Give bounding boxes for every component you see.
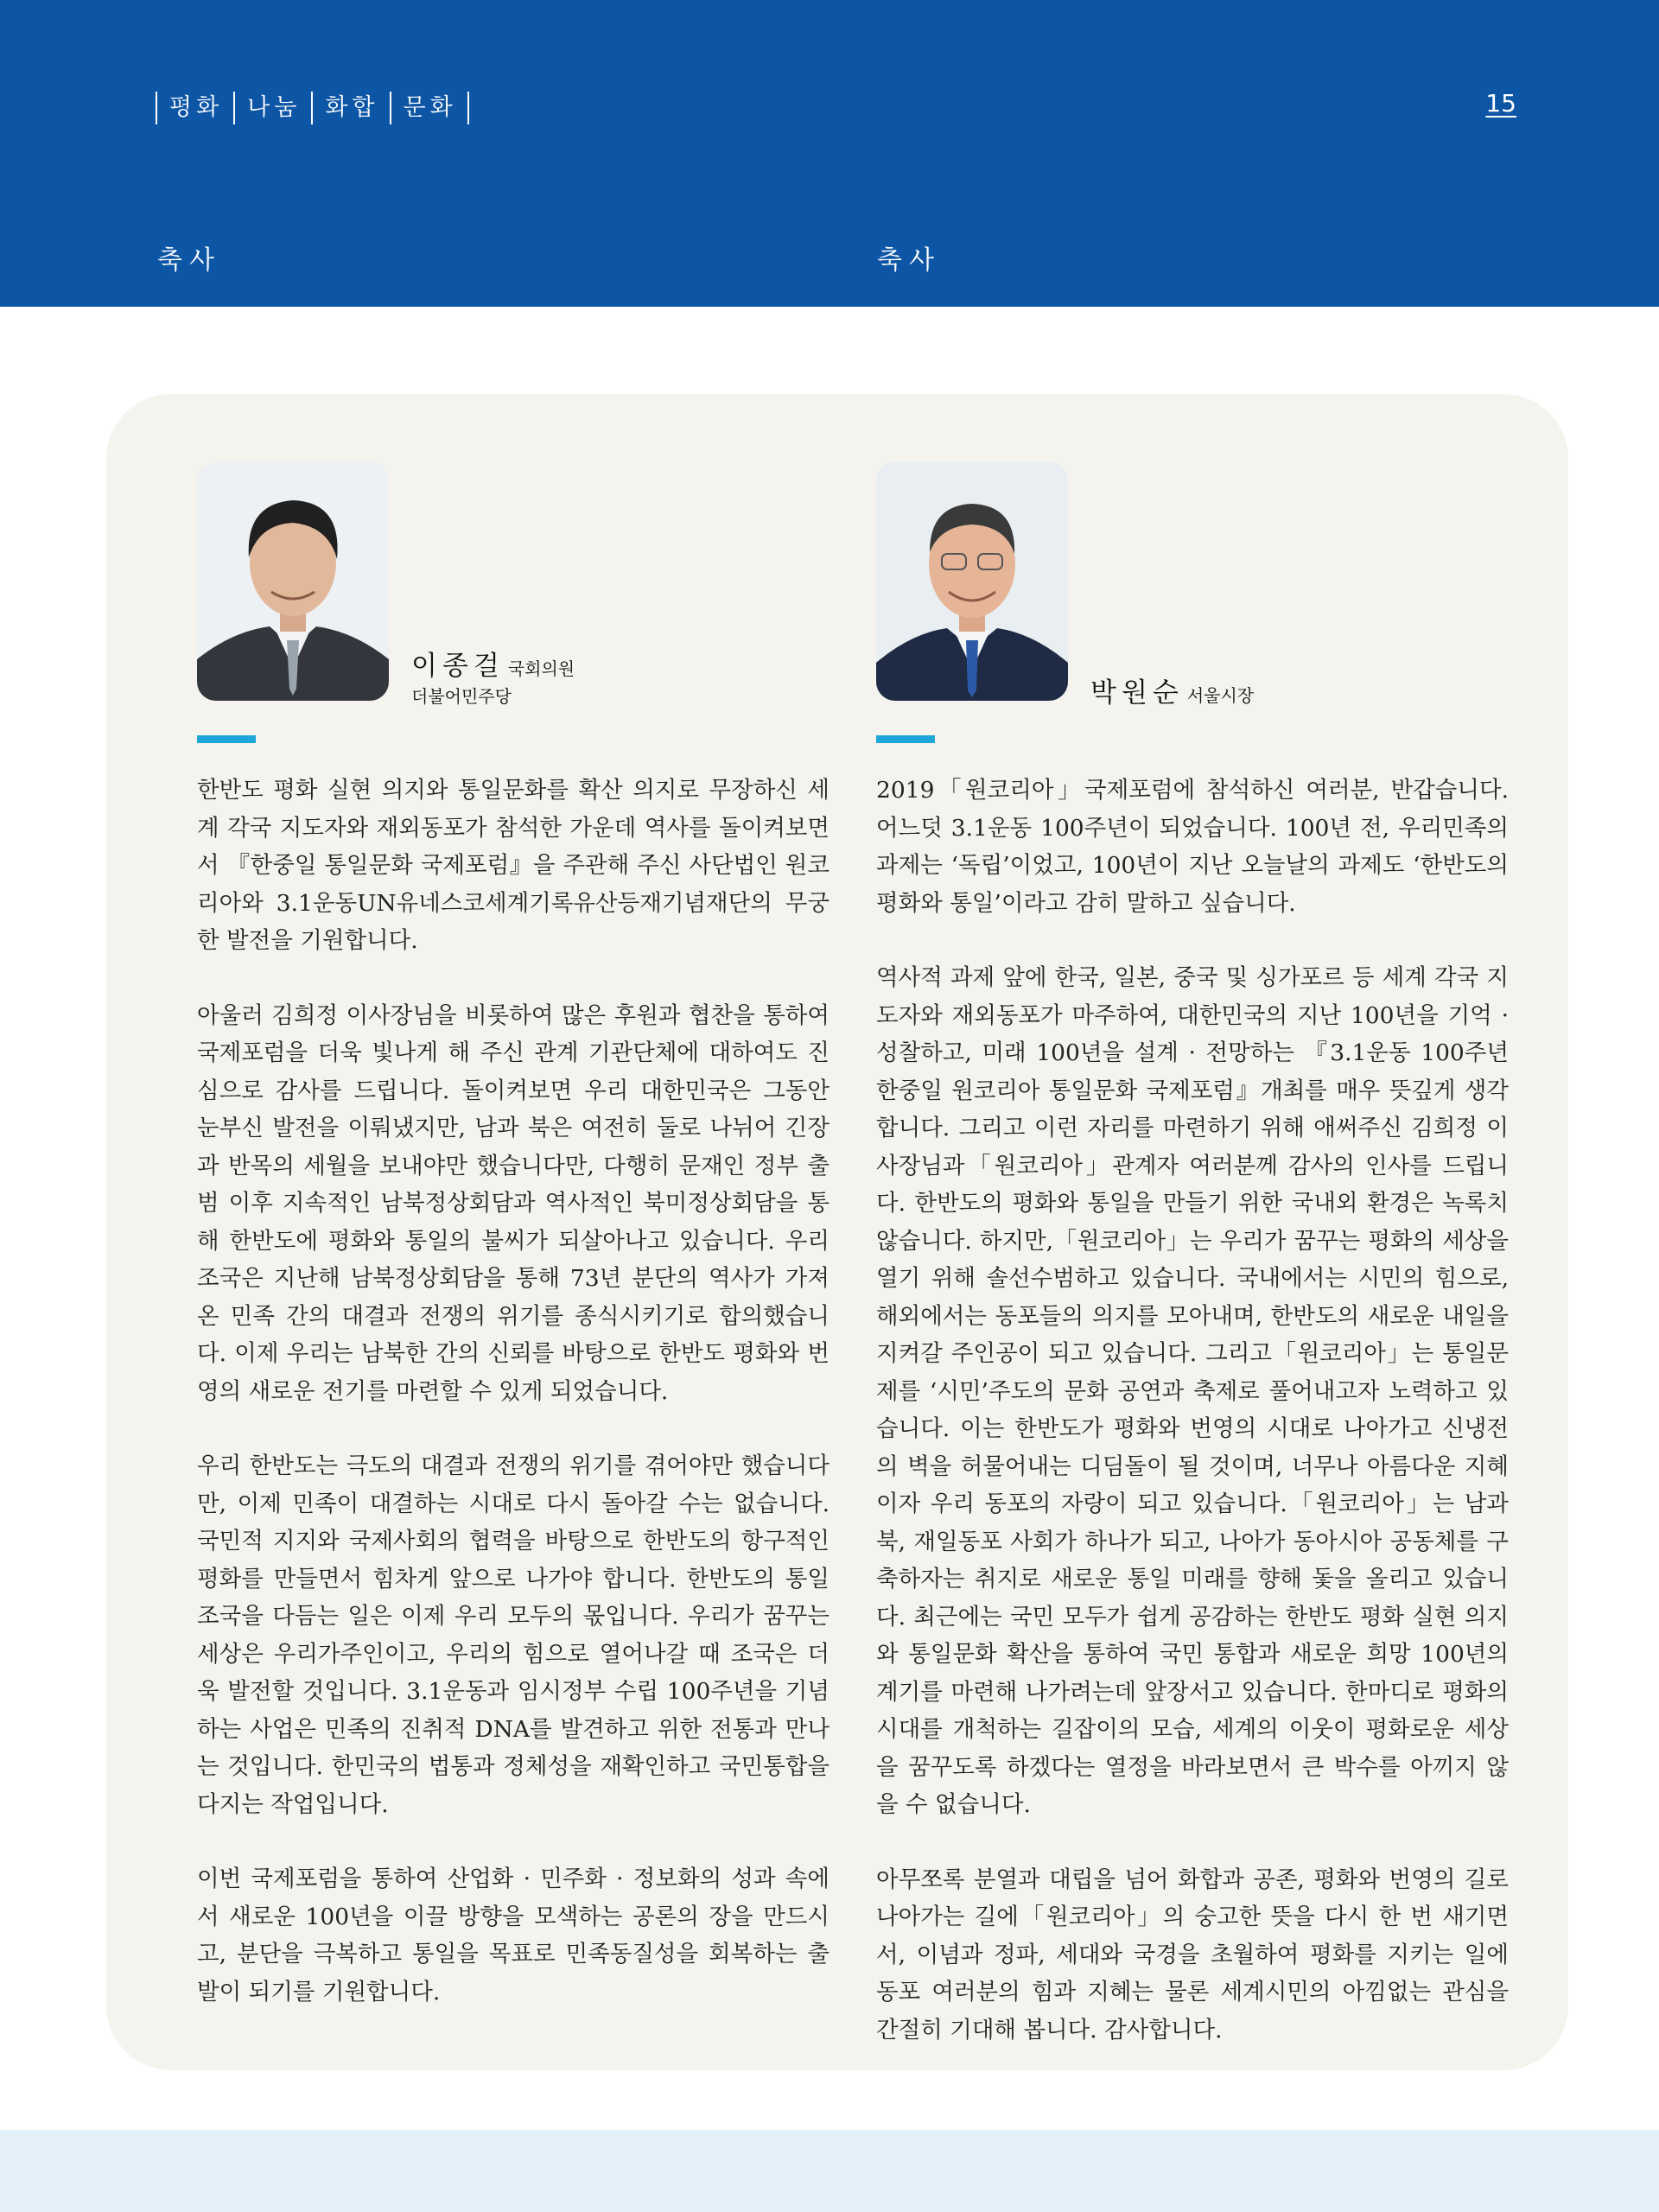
accent-bar-left [197, 735, 256, 743]
page-number: 15 [1485, 89, 1516, 118]
person-icon [197, 462, 389, 701]
nav-keywords [156, 91, 469, 125]
speech-right [876, 772, 1509, 2086]
speech-paragraph: 2019「원코리아」국제포럼에 참석하신 여러분, 반갑습니다. 어느덧 3.1운동 100주년이 되었습니다. 100년 전, 우리민족의 과제는 ‘독립’이었고, 100년이 지난 오늘날의 과제도 ‘한반도의 평화와 통일’이라고 감히 말하고 싶습니다. [876, 777, 1509, 917]
speaker-name-left [411, 644, 575, 683]
speaker-name-right [1090, 671, 1254, 709]
speech-paragraph: 역사적 과제 앞에 한국, 일본, 중국 및 싱가포르 등 세계 각국 지도자와 재외동포가 마주하여, 대한민국의 지난 100년을 기억 · 성찰하고, 미래 100년을 설계 · 전망하는 『3.1운동 100주년 한중일 원코리아 통일문화 국제포럼』개최를 매우 뜻깊게 생각합니다. 그리고 이런 자리를 마련하기 위해 애써주신 김희정 이사장님과「원코리아」관계자 여러분께 감사의 인사를 드립니다. 한반도의 평화와 통일을 만들기 위한 국내외 환경은 녹록치 않습니다. 하지만,「원코리아」는 우리가 꿈꾸는 평화의 세상을 열기 위해 솔선수범하고 있습니다. 국내에서는 시민의 힘으로, 해외에서는 동포들의 의지를 모아내며, 한반도의 새로운 내일을 지켜갈 주인공이 되고 있습니다. 그리고「원코리아」는 통일문제를 ‘시민’주도의 문화 공연과 축제로 풀어내고자 노력하고 있습니다. 이는 한반도가 평화와 번영의 시대로 나아가고 신냉전의 벽을 허물어내는 디딤돌이 될 것이며, 너무나 아름다운 지혜이자 우리 동포의 자랑이 되고 있습니다.「원코리아」는 남과 북, 재일동포 사회가 하나가 되고, 나아가 동아시아 공동체를 구축하자는 취지로 새로운 통일 미래를 향해 돛을 올리고 있습니다. 최근에는 국민 모두가 쉽게 공감하는 한반도 평화 실현 의지와 통일문화 확산을 통하여 국민 통합과 새로운 희망 100년의 계기를 마련해 나가려는데 앞장서고 있습니다. 한마디로 평화의 시대를 개척하는 길잡이의 모습, 세계의 이웃이 평화로운 세상을 꿈꾸도록 하겠다는 열정을 바라보면서 큰 박수를 아끼지 않을 수 없습니다. [876, 964, 1509, 1818]
accent-bar-right [876, 735, 935, 743]
speech-paragraph: 한반도 평화 실현 의지와 통일문화를 확산 의지로 무장하신 세계 각국 지도자와 재외동포가 참석한 가운데 역사를 돌이켜보면서 『한중일 통일문화 국제포럼』을 주관해 주신 사단법인 원코리아와 3.1운동UN유네스코세계기록유산등재기념재단의 무궁한 발전을 기원합니다. [197, 777, 830, 954]
speaker-title: 국회의원 [507, 658, 575, 679]
nav-keyword: 나눔 [233, 92, 311, 124]
nav-keyword: 화합 [311, 92, 389, 124]
speaker-title: 서울시장 [1186, 685, 1255, 706]
section-title-left: 축사 [157, 245, 221, 276]
section-title-right: 축사 [877, 245, 941, 276]
speaker-name: 이종걸 [411, 651, 505, 682]
speech-paragraph: 아무쪼록 분열과 대립을 넘어 화합과 공존, 평화와 번영의 길로 나아가는 길에「원코리아」의 숭고한 뜻을 다시 한 번 새기면서, 이념과 정파, 세대와 국경을 초월하여 평화를 지키는 일에 동포 여러분의 힘과 지혜는 물론 세계시민의 아낌없는 관심을 간절히 기대해 봅니다. 감사합니다. [876, 1866, 1509, 2044]
speaker-name: 박원순 [1090, 677, 1184, 709]
speech-paragraph: 이번 국제포럼을 통하여 산업화 · 민주화 · 정보화의 성과 속에서 새로운 100년을 이끌 방향을 모색하는 공론의 장을 만드시고, 분단을 극복하고 통일을 목표로 민족동질성을 회복하는 출발이 되기를 기원합니다. [197, 1866, 830, 2005]
portrait-photo-left [197, 462, 389, 701]
nav-keyword: 문화 [390, 92, 469, 124]
portrait-photo-right [876, 462, 1068, 701]
speaker-party-left: 더불어민주당 [411, 686, 512, 707]
nav-keyword: 평화 [156, 92, 233, 124]
header-band [0, 0, 1659, 307]
person-icon [876, 462, 1068, 701]
speech-paragraph: 우리 한반도는 극도의 대결과 전쟁의 위기를 겪어야만 했습니다만, 이제 민족이 대결하는 시대로 다시 돌아갈 수는 없습니다. 국민적 지지와 국제사회의 협력을 바탕으로 한반도의 항구적인 평화를 만들면서 힘차게 앞으로 나가야 합니다. 한반도의 통일 조국을 다듬는 일은 이제 우리 모두의 몫입니다. 우리가 꿈꾸는 세상은 우리가주인이고, 우리의 힘으로 열어나갈 때 조국은 더욱 발전할 것입니다. 3.1운동과 임시정부 수립 100주년을 기념하는 사업은 민족의 진취적 DNA를 발견하고 위한 전통과 만나는 것입니다. 한민국의 법통과 정체성을 재확인하고 국민통합을 다지는 작업입니다. [197, 1452, 830, 1818]
speech-paragraph: 아울러 김희정 이사장님을 비롯하여 많은 후원과 협찬을 통하여 국제포럼을 더욱 빛나게 해 주신 관계 기관단체에 대하여도 진심으로 감사를 드립니다. 돌이켜보면 우리 대한민국은 그동안 눈부신 발전을 이뤄냈지만, 남과 북은 여전히 둘로 나뉘어 긴장과 반목의 세월을 보내야만 했습니다만, 다행히 문재인 정부 출범 이후 지속적인 남북정상회담과 역사적인 북미정상회담을 통해 한반도에 평화와 통일의 불씨가 되살아나고 있습니다. 우리 조국은 지난해 남북정상회담을 통해 73년 분단의 역사가 가져온 민족 간의 대결과 전쟁의 위기를 종식시키기로 합의했습니다. 이제 우리는 남북한 간의 신뢰를 바탕으로 한반도 평화와 번영의 새로운 전기를 마련할 수 있게 되었습니다. [197, 1001, 830, 1405]
speech-left [197, 772, 830, 2048]
footer-band [0, 2130, 1659, 2212]
